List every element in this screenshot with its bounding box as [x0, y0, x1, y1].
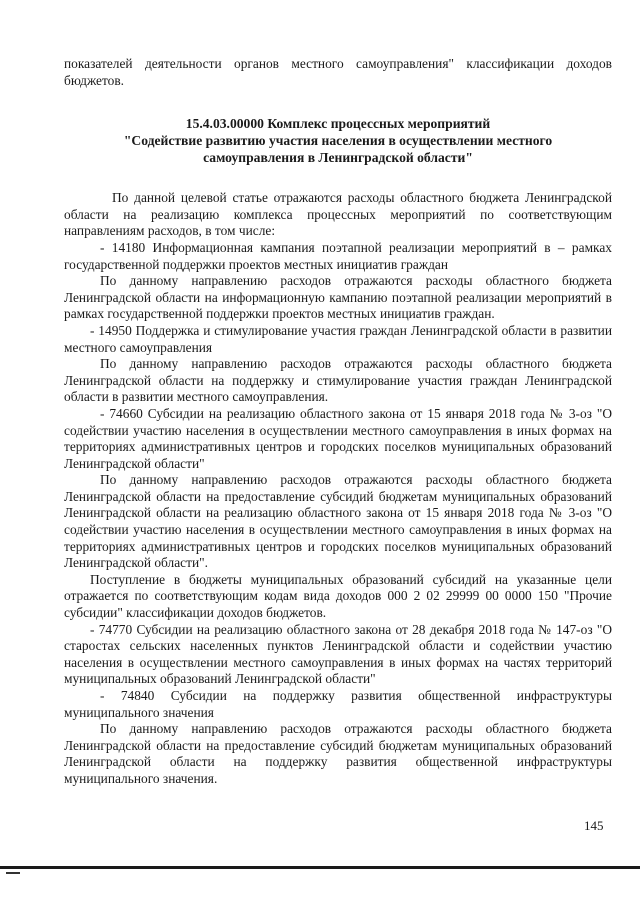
paragraph-74840-description: По данному направлению расходов отражаются расходы областного бюджета Ленинградской области на предоставление субсидий бюджетам муниципальных образований Ленинградской области на поддержку развития общественной инфраструктуры муниципального значения. — [64, 721, 612, 786]
document-body — [64, 56, 612, 788]
paragraph-target-article: По данной целевой статье отражаются расходы областного бюджета Ленинградской области на реализацию комплекса процессных мероприятий по соответствующим направлениям расходов, в том числе: — [64, 190, 612, 239]
section-heading-line-1: 15.4.03.00000 Комплекс процессных мероприятий — [185, 116, 491, 132]
item-74660: - 74660 Субсидии на реализацию областного закона от 15 января 2018 года № 3-оз "О содействии участию населения в осуществлении местного самоуправления в иных формах на территориях административных центров и городских поселков муниципальных образований Ленинградской области" — [64, 405, 612, 471]
section-heading-line-2: "Содействие развитию участия населения в осуществлении местного — [123, 133, 553, 149]
paragraph-subsidy-revenue: Поступление в бюджеты муниципальных образований субсидий на указанные цели отражается по соответствующим кодам вида доходов 000 2 02 29999 00 0000 150 "Прочие субсидии" классификации доходов бюджетов. — [64, 571, 612, 621]
section-heading-line-3: самоуправления в Ленинградской области" — [203, 150, 473, 166]
scan-corner-mark — [6, 872, 20, 874]
paragraph-14950-description: По данному направлению расходов отражаются расходы областного бюджета Ленинградской области на поддержку и стимулирование участия граждан Ленинградской области в развитии местного самоуправления. — [64, 356, 612, 405]
section-heading — [64, 115, 612, 166]
paragraph-14180-description: По данному направлению расходов отражаются расходы областного бюджета Ленинградской области на информационную кампанию поэтапной реализации мероприятий в рамках государственной поддержки проектов местных инициатив граждан. — [64, 273, 612, 322]
item-14180: - 14180 Информационная кампания поэтапной реализации мероприятий в – рамках государственной поддержки проектов местных инициатив граждан — [64, 239, 612, 272]
paragraph-74660-description: По данному направлению расходов отражаются расходы областного бюджета Ленинградской области на предоставление субсидий бюджетам муниципальных образований Ленинградской области на реализацию областного закона от 15 января 2018 года № 3-оз "О содействии участию населения в осуществлении местного самоуправления в иных формах на территориях административных центров и городских поселков муниципальных образований Ленинградской области". — [64, 472, 612, 571]
item-14950: - 14950 Поддержка и стимулирование участия граждан Ленинградской области в развитии местного самоуправления — [64, 322, 612, 355]
item-74840: - 74840 Субсидии на поддержку развития общественной инфраструктуры муниципального значения — [64, 688, 612, 720]
item-74770: - 74770 Субсидии на реализацию областного закона от 28 декабря 2018 года № 147-оз "О старостах сельских населенных пунктов Ленинградской области и содействии участию населения в осуществлении местного самоуправления в иных формах на частях территорий муниципальных образований Ленинградской области" — [64, 621, 612, 687]
intro-paragraph-tail: показателей деятельности органов местного самоуправления" классификации доходов бюджетов. — [64, 56, 612, 88]
page-number: 145 — [584, 818, 604, 833]
scan-bottom-edge — [0, 866, 640, 869]
